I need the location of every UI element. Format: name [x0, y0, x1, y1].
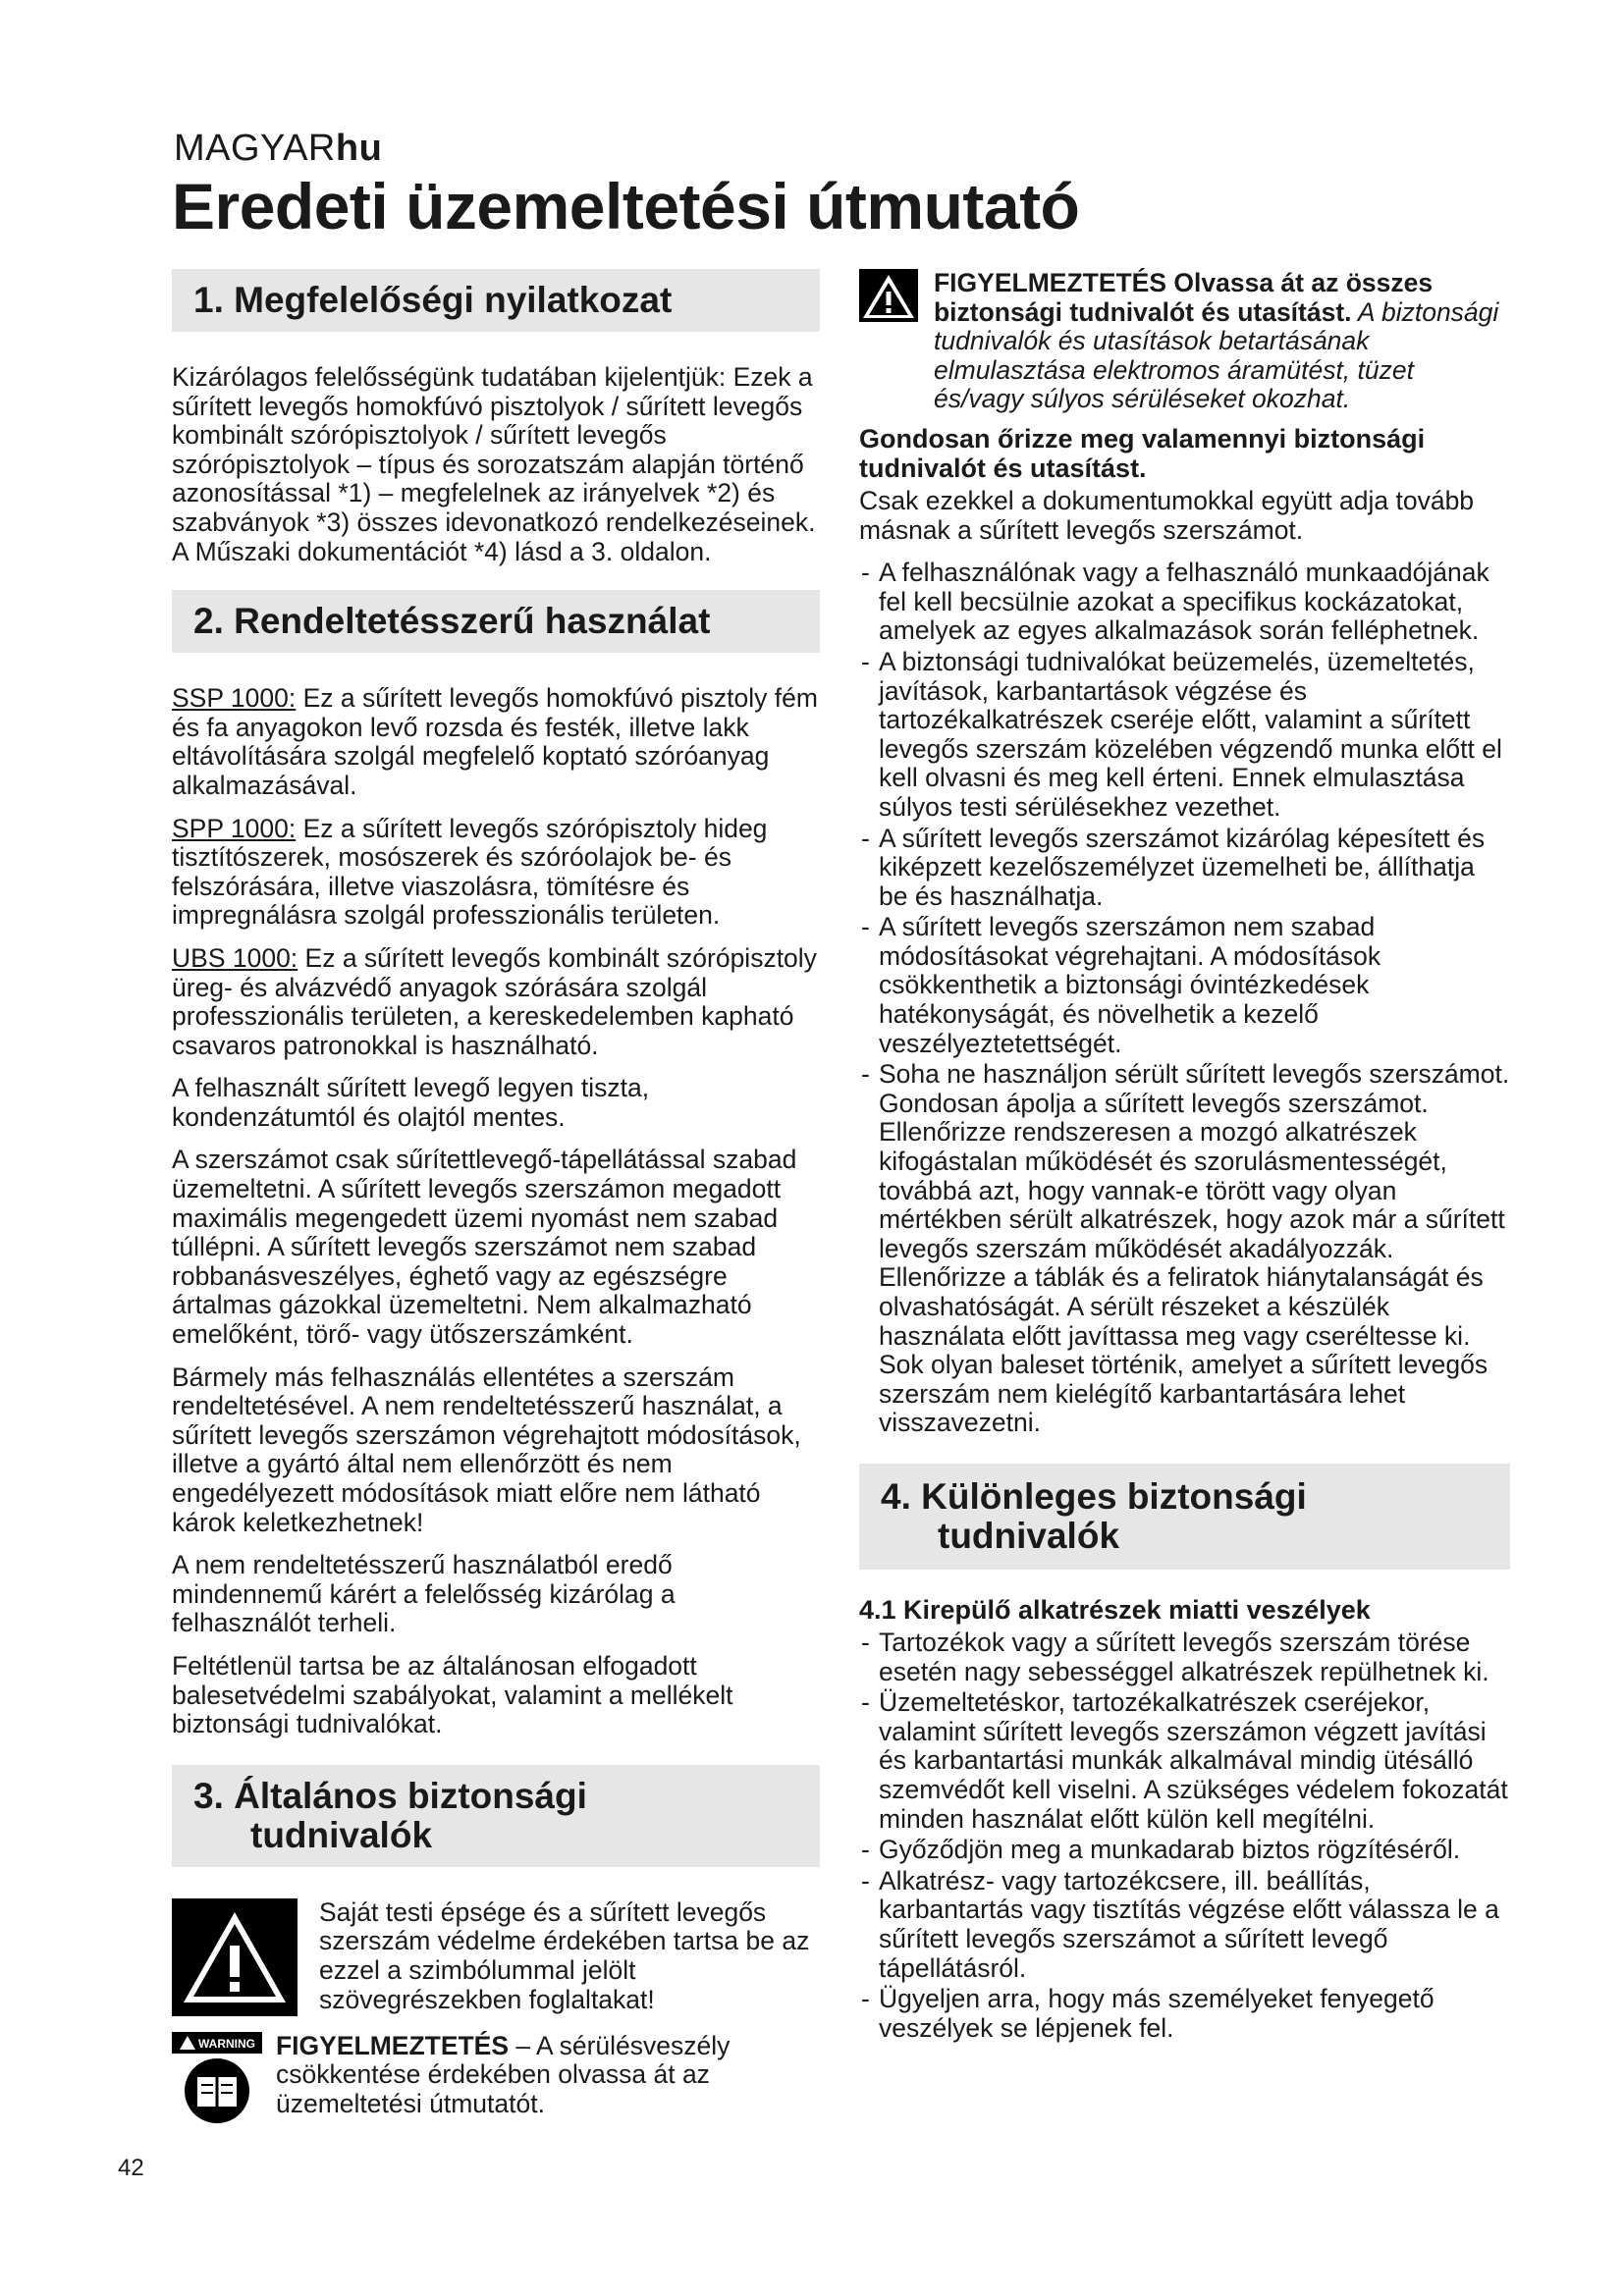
read-manual-icon — [172, 2032, 262, 2126]
warning-triangle-icon — [859, 269, 918, 322]
general-warning — [859, 269, 1510, 414]
section-4-heading — [859, 1464, 1510, 1570]
accident-rules-paragraph: Feltétlenül tartsa be az általánosan elfogadott balesetvédelmi szabályokat, valamint a mellékelt biztonsági tudnivalókat. — [172, 1650, 733, 1739]
read-manual-warning — [172, 2032, 820, 2126]
spp-text: Ez a sűrített levegős szórópisztoly hideg tisztítószerek, mosószerek és szóróolajok be- és felszórására, illetve viaszolásra, tömítésre és impregnálásra szolgál professzionális területen. — [172, 813, 768, 931]
keep-instructions-text: Csak ezekkel a dokumentumokkal együtt adja tovább másnak a sűrített levegős szerszámot. — [859, 485, 1475, 545]
warning-triangle-icon — [172, 1898, 298, 2016]
list-item: - Ügyeljen arra, hogy más személyeket fenyegető veszélyek se lépjenek fel. — [859, 1985, 1510, 2043]
subsection-4-1-heading: 4.1 Kirepülő alkatrészek miatti veszélyek — [859, 1594, 1371, 1625]
liability-paragraph: A nem rendeltetésszerű használatból eredő mindennemű kárért a felelősség kizárólag a felhasználót terheli. — [172, 1550, 676, 1638]
list-item: - A sűrített levegős szerszámon nem szabad módosításokat végrehajtani. A módosítások csökkenthetik a biztonsági óvintézkedések hatékonyságát, és növelhetik a kezelő veszélyeztetettségét. — [859, 913, 1510, 1058]
general-warning-bold: FIGYELMEZTETÉS Olvassa át az összes biztonsági tudnivalót és utasítást. — [934, 268, 1434, 327]
warning-icon-label: WARNING — [198, 2036, 255, 2051]
left-column — [172, 269, 820, 2126]
spp-label: SPP 1000: — [172, 813, 297, 843]
ubs-label: UBS 1000: — [172, 942, 298, 973]
warning-keyword: FIGYELMEZTETÉS — [276, 2030, 510, 2060]
operation-paragraph: A szerszámot csak sűrítettlevegő-tápellátással szabad üzemeltetni. A sűrített levegős szerszámon megadott maximális megengedett üzemi nyomást nem szabad túllépni. A sűrített levegős szerszámot nem szabad robbanásveszélyes, éghető vagy az egészségre ártalmas gázokkal üzemeltetni. Nem alkalmazható emelőként, törő- vagy ütőszerszámként. — [172, 1145, 797, 1350]
section-4-heading-line1: 4. Különleges biztonsági — [881, 1475, 1307, 1517]
list-item: - A felhasználónak vagy a felhasználó munkaadójának fel kell becsülnie azokat a specifikus kockázatokat, amelyek az egyes alkalmazások során felléphetnek. — [859, 559, 1510, 646]
flying-parts-list — [859, 1629, 1510, 2043]
read-manual-instruction: – A sérülésveszély csökkentése érdekében olvassa át az üzemeltetési útmutatót. — [276, 2030, 731, 2118]
keep-instructions-heading: Gondosan őrizze meg valamennyi biztonsági tudnivalót és utasítást. — [859, 423, 1426, 483]
general-safety-list — [859, 559, 1510, 1438]
spp-paragraph — [172, 815, 820, 931]
list-item: - Győződjön meg a munkadarab biztos rögzítéséről. — [859, 1836, 1510, 1865]
general-warning-text — [934, 269, 1510, 414]
page-number: 42 — [118, 2155, 144, 2181]
list-item: - A biztonsági tudnivalókat beüzemelés, üzemeltetés, javítások, karbantartások végzése és tartozékalkatrészek cseréje előtt, valamint a sűrített levegős szerszám közelében végzendő munka előtt el kell olvasni és meg kell érteni. Ennek elmulasztása súlyos testi sérülésekhez vezethet. — [859, 648, 1510, 823]
section-3-heading — [172, 1765, 820, 1867]
list-item: - Soha ne használjon sérült sűrített levegős szerszámot. Gondosan ápolja a sűrített levegős szerszámot. Ellenőrizze rendszeresen a mozgó alkatrészek kifogástalan működését és szorulásmentességét, továbbá azt, hogy vannak-e törött vagy olyan mértékben sérült alkatrészek, hogy azok már a sűrített levegős szerszám működését akadályozzák. Ellenőrizze a táblák és a feliratok hiánytalanságát és olvashatóságát. A sérült részeket a készülék használata előtt javíttassa meg vagy cseréltesse ki. Sok olyan baleset történik, amelyet a sűrített levegős szerszám nem kielégítő karbantartására lehet visszavezetni. — [859, 1060, 1510, 1438]
declaration-text: Kizárólagos felelősségünk tudatában kijelentjük: Ezek a sűrített levegős homokfúvó pisztolyok / sűrített levegős kombinált szórópisztolyok / sűrített levegős szórópisztolyok – típus és sorozatszám alapján történő azonosítással *1) – megfelelnek az irányelvek *2) és szabványok *3) összes idevonatkozó rendelkezéseinek. A Műszaki dokumentációt *4) lásd a 3. oldalon. — [172, 362, 816, 566]
ssp-paragraph — [172, 684, 820, 800]
ubs-text: Ez a sűrített levegős kombinált szórópisztoly üreg- és alvázvédő anyagok szórására szolgál professzionális területen, a kereskedelemben kapható csavaros patronokkal is használható. — [172, 942, 817, 1060]
list-item: - Tartozékok vagy a sűrített levegős szerszám törése esetén nagy sebességgel alkatrészek repülhetnek ki. — [859, 1629, 1510, 1686]
language-code: hu — [335, 128, 383, 169]
list-item: - Alkatrész- vagy tartozékcsere, ill. beállítás, karbantartás vagy tisztítás végzése előtt válassza le a sűrített levegős szerszámot a sűrített levegő tápellátásról. — [859, 1867, 1510, 1983]
language-label — [174, 128, 382, 170]
read-manual-text — [276, 2032, 820, 2119]
general-warning-italic: A biztonsági tudnivalók és utasítások betartásának elmulasztása elektromos áramütést, tüzet és/vagy súlyos sérüléseket okozhat. — [934, 296, 1499, 414]
safety-symbol-text: Saját testi épsége és a sűrített levegős szerszám védelme érdekében tartsa be az ezzel a szimbólummal jelölt szövegrészekben foglaltakat! — [319, 1896, 810, 2014]
section-4-heading-line2: tudnivalók — [938, 1515, 1120, 1556]
section-3-heading-line2: tudnivalók — [250, 1814, 433, 1855]
safety-symbol-note — [172, 1898, 820, 2016]
language-name: MAGYAR — [174, 128, 336, 169]
document-title: Eredeti üzemeltetési útmutató — [172, 170, 1080, 242]
section-1-heading: 1. Megfelelőségi nyilatkozat — [172, 269, 820, 332]
ssp-label: SSP 1000: — [172, 683, 297, 714]
ssp-text: Ez a sűrített levegős homokfúvó pisztoly fém és fa anyagokon levő rozsda és festék, illetve lakk eltávolítására szolgál megfelelő koptató szóróanyag alkalmazásával. — [172, 683, 818, 800]
right-column — [859, 269, 1510, 2045]
list-item: - A sűrített levegős szerszámot kizárólag képesített és kiképzett kezelőszemélyzet üzemelheti be, állíthatja be és használhatja. — [859, 825, 1510, 912]
ubs-paragraph — [172, 944, 820, 1060]
list-item: - Üzemeltetéskor, tartozékalkatrészek cseréjekor, valamint sűrített levegős szerszámon végzett javítási és karbantartási munkák alkalmával mindig ütésálló szemvédőt kell viselni. A szükséges védelem fokozatát minden használat előtt külön kell megítélni. — [859, 1688, 1510, 1834]
misuse-paragraph: Bármely más felhasználás ellentétes a szerszám rendeltetésével. A nem rendeltetésszerű használat, a sűrített levegős szerszámon végrehajtott módosítások, illetve a gyártó által nem ellenőrzött és nem engedélyezett módosítások miatt előre nem látható károk keletkezhetnek! — [172, 1362, 801, 1537]
section-2-heading: 2. Rendeltetésszerű használat — [172, 590, 820, 653]
section-3-heading-line1: 3. Általános biztonsági — [193, 1775, 587, 1816]
air-quality-paragraph: A felhasznált sűrített levegő legyen tiszta, kondenzátumtól és olajtól mentes. — [172, 1073, 650, 1132]
